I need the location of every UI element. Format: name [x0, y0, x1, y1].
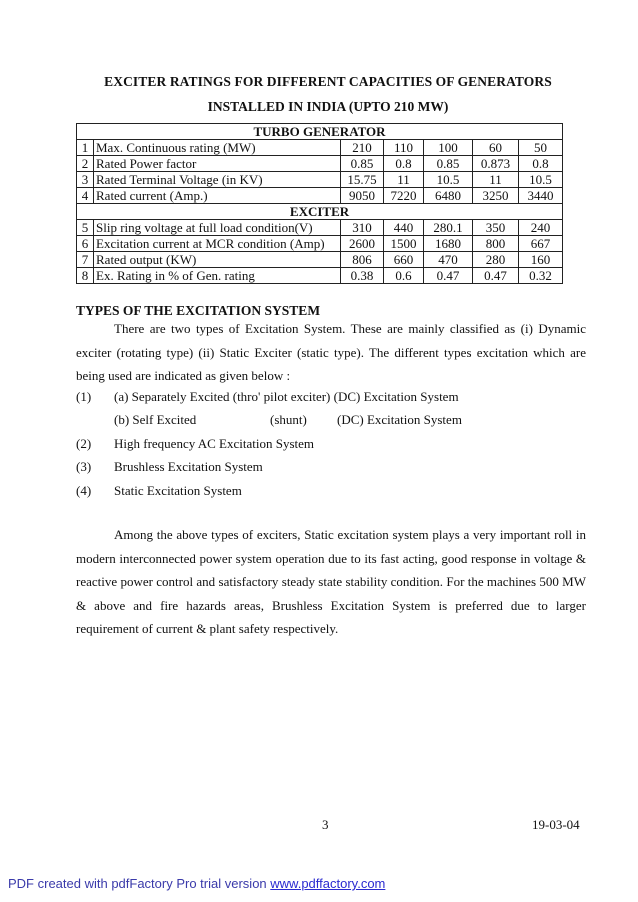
list-item-number: (2) — [76, 436, 92, 451]
pdf-footer — [8, 876, 385, 891]
row-value: 350 — [473, 220, 519, 236]
row-number: 4 — [77, 188, 94, 204]
row-value: 280.1 — [424, 220, 473, 236]
list-item-text: Static Excitation System — [114, 483, 242, 498]
list-item-text-b: (shunt) — [270, 412, 307, 427]
table-row — [77, 188, 563, 204]
row-number: 6 — [77, 236, 94, 252]
table-row — [77, 220, 563, 236]
row-number: 2 — [77, 156, 94, 172]
row-number: 3 — [77, 172, 94, 188]
table-row — [77, 236, 563, 252]
intro-paragraph: There are two types of Excitation System. These are mainly classified as (i) Dynamic exciter (rotating type) (ii) Static Exciter (static type). The different types excitation which are being used are indicated as given below : — [76, 321, 586, 383]
row-value: 0.85 — [424, 156, 473, 172]
row-value: 280 — [473, 252, 519, 268]
row-value: 0.8 — [519, 156, 563, 172]
row-value: 0.38 — [341, 268, 384, 284]
row-value: 15.75 — [341, 172, 384, 188]
table-section-row — [77, 124, 563, 140]
row-value: 110 — [384, 140, 424, 156]
list-item-number: (1) — [76, 389, 92, 404]
row-parameter: Ex. Rating in % of Gen. rating — [94, 268, 341, 284]
row-value: 10.5 — [424, 172, 473, 188]
list-item-number: (4) — [76, 483, 92, 498]
row-value: 0.32 — [519, 268, 563, 284]
list-item-text-a: (b) Self Excited — [114, 412, 197, 427]
list-item-text: Brushless Excitation System — [114, 459, 263, 474]
row-value: 9050 — [341, 188, 384, 204]
row-value: 10.5 — [519, 172, 563, 188]
row-value: 0.6 — [384, 268, 424, 284]
list-item-text: High frequency AC Excitation System — [114, 436, 315, 451]
row-value: 0.85 — [341, 156, 384, 172]
turbo-generator-header: TURBO GENERATOR — [77, 124, 563, 140]
row-parameter: Rated current (Amp.) — [94, 188, 341, 204]
document-title-line2: INSTALLED IN INDIA (UPTO 210 MW) — [207, 99, 449, 114]
row-value: 60 — [473, 140, 519, 156]
row-number: 7 — [77, 252, 94, 268]
list-item-text: (a) Separately Excited (thro' pilot exciter) (DC) Excitation System — [114, 389, 459, 404]
row-value: 7220 — [384, 188, 424, 204]
row-parameter: Rated Terminal Voltage (in KV) — [94, 172, 341, 188]
row-value: 310 — [341, 220, 384, 236]
row-value: 3440 — [519, 188, 563, 204]
table-section-row — [77, 204, 563, 220]
footer-text: PDF created with pdfFactory Pro trial version — [8, 876, 271, 891]
exciter-header: EXCITER — [77, 204, 563, 220]
row-number: 8 — [77, 268, 94, 284]
row-value: 667 — [519, 236, 563, 252]
list-item-text-c: (DC) Excitation System — [337, 412, 462, 427]
row-value: 440 — [384, 220, 424, 236]
row-value: 100 — [424, 140, 473, 156]
row-parameter: Max. Continuous rating (MW) — [94, 140, 341, 156]
row-value: 660 — [384, 252, 424, 268]
row-number: 1 — [77, 140, 94, 156]
row-value: 0.47 — [424, 268, 473, 284]
row-value: 1500 — [384, 236, 424, 252]
row-value: 11 — [384, 172, 424, 188]
row-parameter: Rated Power factor — [94, 156, 341, 172]
row-value: 50 — [519, 140, 563, 156]
row-parameter: Slip ring voltage at full load condition(V) — [94, 220, 341, 236]
row-value: 1680 — [424, 236, 473, 252]
row-value: 470 — [424, 252, 473, 268]
row-value: 3250 — [473, 188, 519, 204]
table-row — [77, 268, 563, 284]
row-value: 160 — [519, 252, 563, 268]
row-value: 800 — [473, 236, 519, 252]
row-value: 806 — [341, 252, 384, 268]
conclusion-paragraph: Among the above types of exciters, Static excitation system plays a very important roll in modern interconnected power system operation due to its fast acting, good response in voltage & reactive power control and satisfactory steady state stability condition. For the machines 500 MW & above and fire hazards areas, Brushless Excitation System is preferred due to larger requirement of current & plant safety respectively. — [76, 527, 586, 636]
table-row — [77, 140, 563, 156]
list-item-number: (3) — [76, 459, 92, 474]
table-row — [77, 172, 563, 188]
row-value: 0.8 — [384, 156, 424, 172]
row-value: 0.47 — [473, 268, 519, 284]
row-parameter: Excitation current at MCR condition (Amp) — [94, 236, 341, 252]
row-number: 5 — [77, 220, 94, 236]
row-value: 0.873 — [473, 156, 519, 172]
footer-link[interactable]: www.pdffactory.com — [270, 876, 386, 891]
page-date: 19-03-04 — [532, 817, 580, 832]
section-heading: TYPES OF THE EXCITATION SYSTEM — [76, 303, 321, 318]
row-value: 210 — [341, 140, 384, 156]
row-value: 240 — [519, 220, 563, 236]
row-parameter: Rated output (KW) — [94, 252, 341, 268]
exciter-ratings-table — [76, 123, 563, 284]
document-title-line1: EXCITER RATINGS FOR DIFFERENT CAPACITIES OF GENERATORS — [104, 74, 552, 89]
row-value: 11 — [473, 172, 519, 188]
row-value: 6480 — [424, 188, 473, 204]
page-number: 3 — [322, 817, 329, 832]
table-row — [77, 156, 563, 172]
table-row — [77, 252, 563, 268]
row-value: 2600 — [341, 236, 384, 252]
